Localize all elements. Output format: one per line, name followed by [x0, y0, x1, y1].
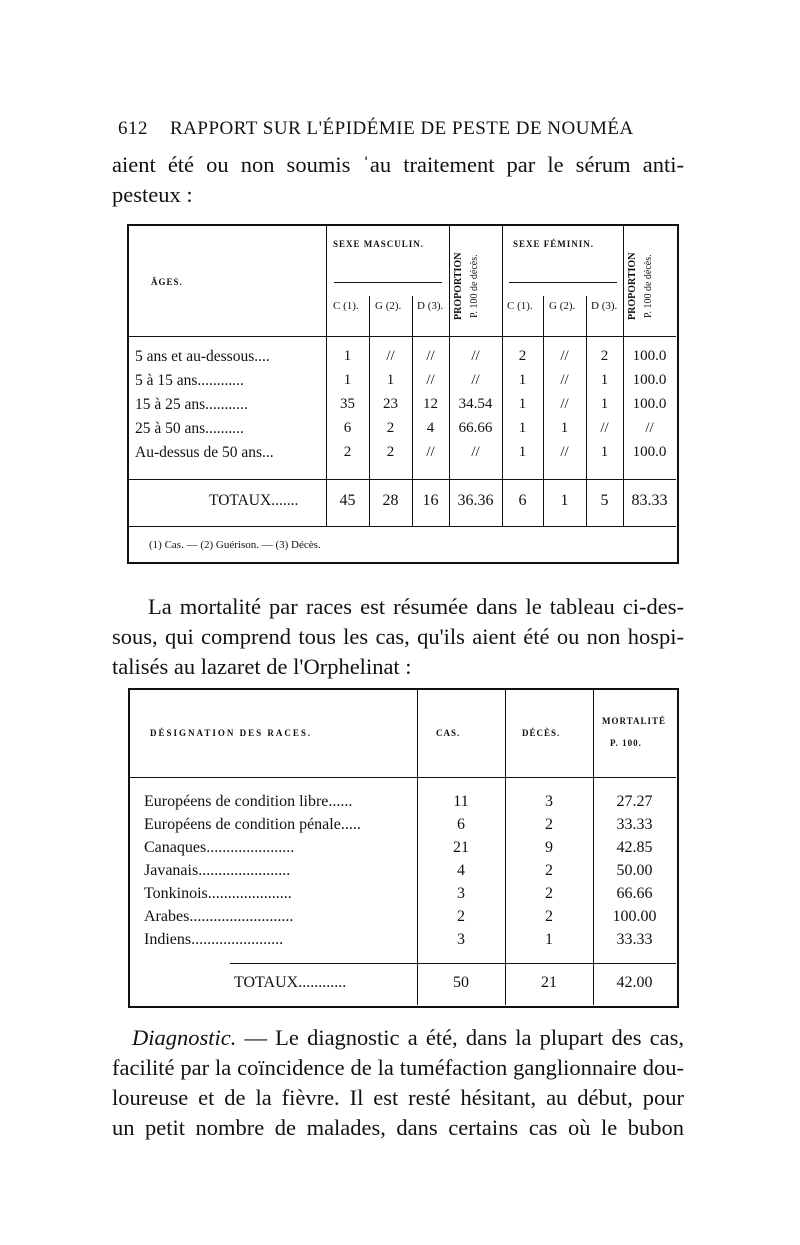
- ages-header: ÂGES.: [151, 277, 183, 287]
- table-cell: 21: [453, 839, 469, 856]
- totals-cell: 21: [541, 974, 557, 991]
- table-cell: 3: [545, 793, 553, 810]
- table-cell: 2: [386, 444, 395, 460]
- table-row-label: Européens de condition pénale.....: [144, 816, 361, 833]
- text-line: La mortalité par races est résumée dans le tableau ci-des-: [148, 594, 684, 619]
- table-row-label: 15 à 25 ans...........: [135, 396, 248, 413]
- table-cell: 1: [600, 444, 609, 460]
- proportion-subheader: P. 100 de décès.: [469, 254, 480, 318]
- table-cell: 1: [343, 348, 352, 364]
- middle-paragraph-cont: [112, 622, 684, 682]
- table-cell: //: [471, 444, 480, 460]
- table-row-label: Européens de condition libre......: [144, 793, 353, 810]
- proportion-subheader: P. 100 de décès.: [643, 254, 654, 318]
- totals-cell: 42.00: [616, 974, 653, 991]
- table-cell: 66.66: [616, 885, 653, 902]
- col-g-header: G (2).: [549, 300, 576, 312]
- table-cell: 3: [457, 931, 465, 948]
- table-cell: 100.00: [612, 908, 657, 925]
- middle-paragraph: [148, 592, 684, 622]
- table-cell: 6: [343, 420, 352, 436]
- footnote-rule: [129, 526, 676, 527]
- table-cell: 33.33: [616, 816, 653, 833]
- totals-cell: 50: [453, 974, 469, 991]
- race-mortality-table: [128, 688, 679, 1008]
- table-row-label: Javanais.......................: [144, 862, 291, 879]
- table-row-label: 5 ans et au-dessous....: [135, 348, 270, 365]
- table-row-label: Canaques......................: [144, 839, 295, 856]
- totals-cell: 6: [518, 492, 527, 509]
- table-cell: //: [560, 444, 569, 460]
- table-cell: 34.54: [458, 396, 493, 412]
- table-cell: 1: [518, 420, 527, 436]
- table-cell: 1: [545, 931, 553, 948]
- table-cell: 1: [386, 372, 395, 388]
- page-number: 612: [118, 118, 148, 139]
- totals-cell: 36.36: [457, 492, 494, 509]
- table-cell: 23: [383, 396, 398, 412]
- table-cell: 1: [518, 444, 527, 460]
- table-cell: 9: [545, 839, 553, 856]
- table-cell: 100.0: [632, 372, 667, 388]
- table-cell: //: [560, 372, 569, 388]
- table-cell: 1: [518, 396, 527, 412]
- table-cell: 2: [545, 816, 553, 833]
- table-cell: 66.66: [458, 420, 493, 436]
- col-g-header: G (2).: [375, 300, 402, 312]
- totals-cell: 1: [560, 492, 569, 509]
- text-line: un petit nombre de malades, dans certains cas où le bubon: [112, 1115, 684, 1140]
- table-cell: 42.85: [616, 839, 653, 856]
- male-header: SEXE MASCULIN.: [333, 239, 425, 249]
- table-cell: //: [645, 420, 654, 436]
- designation-header: DÉSIGNATION DES RACES.: [150, 728, 313, 738]
- table-cell: 100.0: [632, 444, 667, 460]
- table-cell: 27.27: [616, 793, 653, 810]
- text-line: aient été ou non soumis ˈau traitement par le sérum anti-: [112, 152, 684, 177]
- table-cell: 1: [343, 372, 352, 388]
- table-cell: 2: [545, 885, 553, 902]
- table-cell: 1: [600, 372, 609, 388]
- table-cell: 1: [560, 420, 569, 436]
- col-d-header: D (3).: [417, 300, 444, 312]
- table-cell: 2: [386, 420, 395, 436]
- table-cell: 33.33: [616, 931, 653, 948]
- totals-cell: 16: [422, 492, 439, 509]
- table-cell: 100.0: [632, 348, 667, 364]
- col-c-header: C (1).: [333, 300, 359, 312]
- text-line: pesteux :: [112, 182, 193, 207]
- header-rule: [129, 336, 676, 337]
- intro-paragraph: [112, 150, 684, 210]
- table-cell: 6: [457, 816, 465, 833]
- text-line: facilité par la coïncidence de la tuméfaction ganglionnaire dou-: [112, 1055, 684, 1080]
- table-cell: 11: [453, 793, 469, 810]
- col-d-header: D (3).: [591, 300, 618, 312]
- table-cell: 4: [426, 420, 435, 436]
- table-cell: //: [471, 348, 480, 364]
- header-rule: [130, 777, 676, 778]
- totals-label: TOTAUX.......: [209, 492, 299, 509]
- table-cell: //: [560, 348, 569, 364]
- cas-header: CAS.: [436, 728, 461, 738]
- table-cell: 2: [600, 348, 609, 364]
- table-cell: 2: [545, 908, 553, 925]
- table-cell: 1: [518, 372, 527, 388]
- table-cell: 2: [457, 908, 465, 925]
- table-cell: //: [471, 372, 480, 388]
- table-cell: 50.00: [616, 862, 653, 879]
- running-header: [118, 118, 688, 140]
- table-cell: //: [386, 348, 395, 364]
- totals-rule: [129, 479, 676, 480]
- brace-line: [334, 282, 442, 283]
- footnote: (1) Cas. — (2) Guérison. — (3) Décès.: [149, 539, 321, 551]
- table-cell: 3: [457, 885, 465, 902]
- table-cell: //: [560, 396, 569, 412]
- text-line: talisés au lazaret de l'Orphelinat :: [112, 654, 412, 679]
- table-cell: //: [426, 348, 435, 364]
- section-lead: Diagnostic.: [132, 1025, 237, 1050]
- table-cell: 2: [518, 348, 527, 364]
- totals-cell: 45: [339, 492, 356, 509]
- proportion-header: PROPORTION: [453, 252, 464, 320]
- table-row-label: Indiens.......................: [144, 931, 284, 948]
- totals-rule: [230, 963, 676, 964]
- table-row-label: Tonkinois.....................: [144, 885, 292, 902]
- totals-cell: 28: [382, 492, 399, 509]
- table-row-label: Arabes..........................: [144, 908, 294, 925]
- table-cell: 100.0: [632, 396, 667, 412]
- text-line: loureuse et de la fièvre. Il est resté hésitant, au début, pour: [112, 1085, 684, 1110]
- mortalite-subheader: P. 100.: [610, 738, 642, 748]
- totals-cell: 5: [600, 492, 609, 509]
- table-cell: 1: [600, 396, 609, 412]
- table-cell: 12: [423, 396, 438, 412]
- table-cell: //: [600, 420, 609, 436]
- running-title: RAPPORT SUR L'ÉPIDÉMIE DE PESTE DE NOUMÉA: [170, 118, 634, 139]
- deces-header: DÉCÈS.: [522, 728, 561, 738]
- table-row-label: 25 à 50 ans..........: [135, 420, 244, 437]
- table-cell: 4: [457, 862, 465, 879]
- female-header: SEXE FÉMININ.: [513, 239, 595, 249]
- brace-line: [509, 282, 617, 283]
- mortalite-header: MORTALITÉ: [602, 716, 667, 726]
- totals-label: TOTAUX............: [234, 974, 347, 991]
- col-c-header: C (1).: [507, 300, 533, 312]
- table-cell: //: [426, 372, 435, 388]
- table-row-label: Au-dessus de 50 ans...: [135, 444, 274, 461]
- proportion-header: PROPORTION: [627, 252, 638, 320]
- text-line: Diagnostic. — Le diagnostic a été, dans la plupart des cas,: [132, 1025, 685, 1050]
- table-cell: 2: [343, 444, 352, 460]
- table-row-label: 5 à 15 ans............: [135, 372, 244, 389]
- age-sex-table: [127, 224, 679, 564]
- final-paragraph: [112, 1023, 684, 1143]
- table-cell: //: [426, 444, 435, 460]
- table-cell: 2: [545, 862, 553, 879]
- text-line: sous, qui comprend tous les cas, qu'ils aient été ou non hospi-: [112, 624, 684, 649]
- table-cell: 35: [340, 396, 355, 412]
- totals-cell: 83.33: [631, 492, 668, 509]
